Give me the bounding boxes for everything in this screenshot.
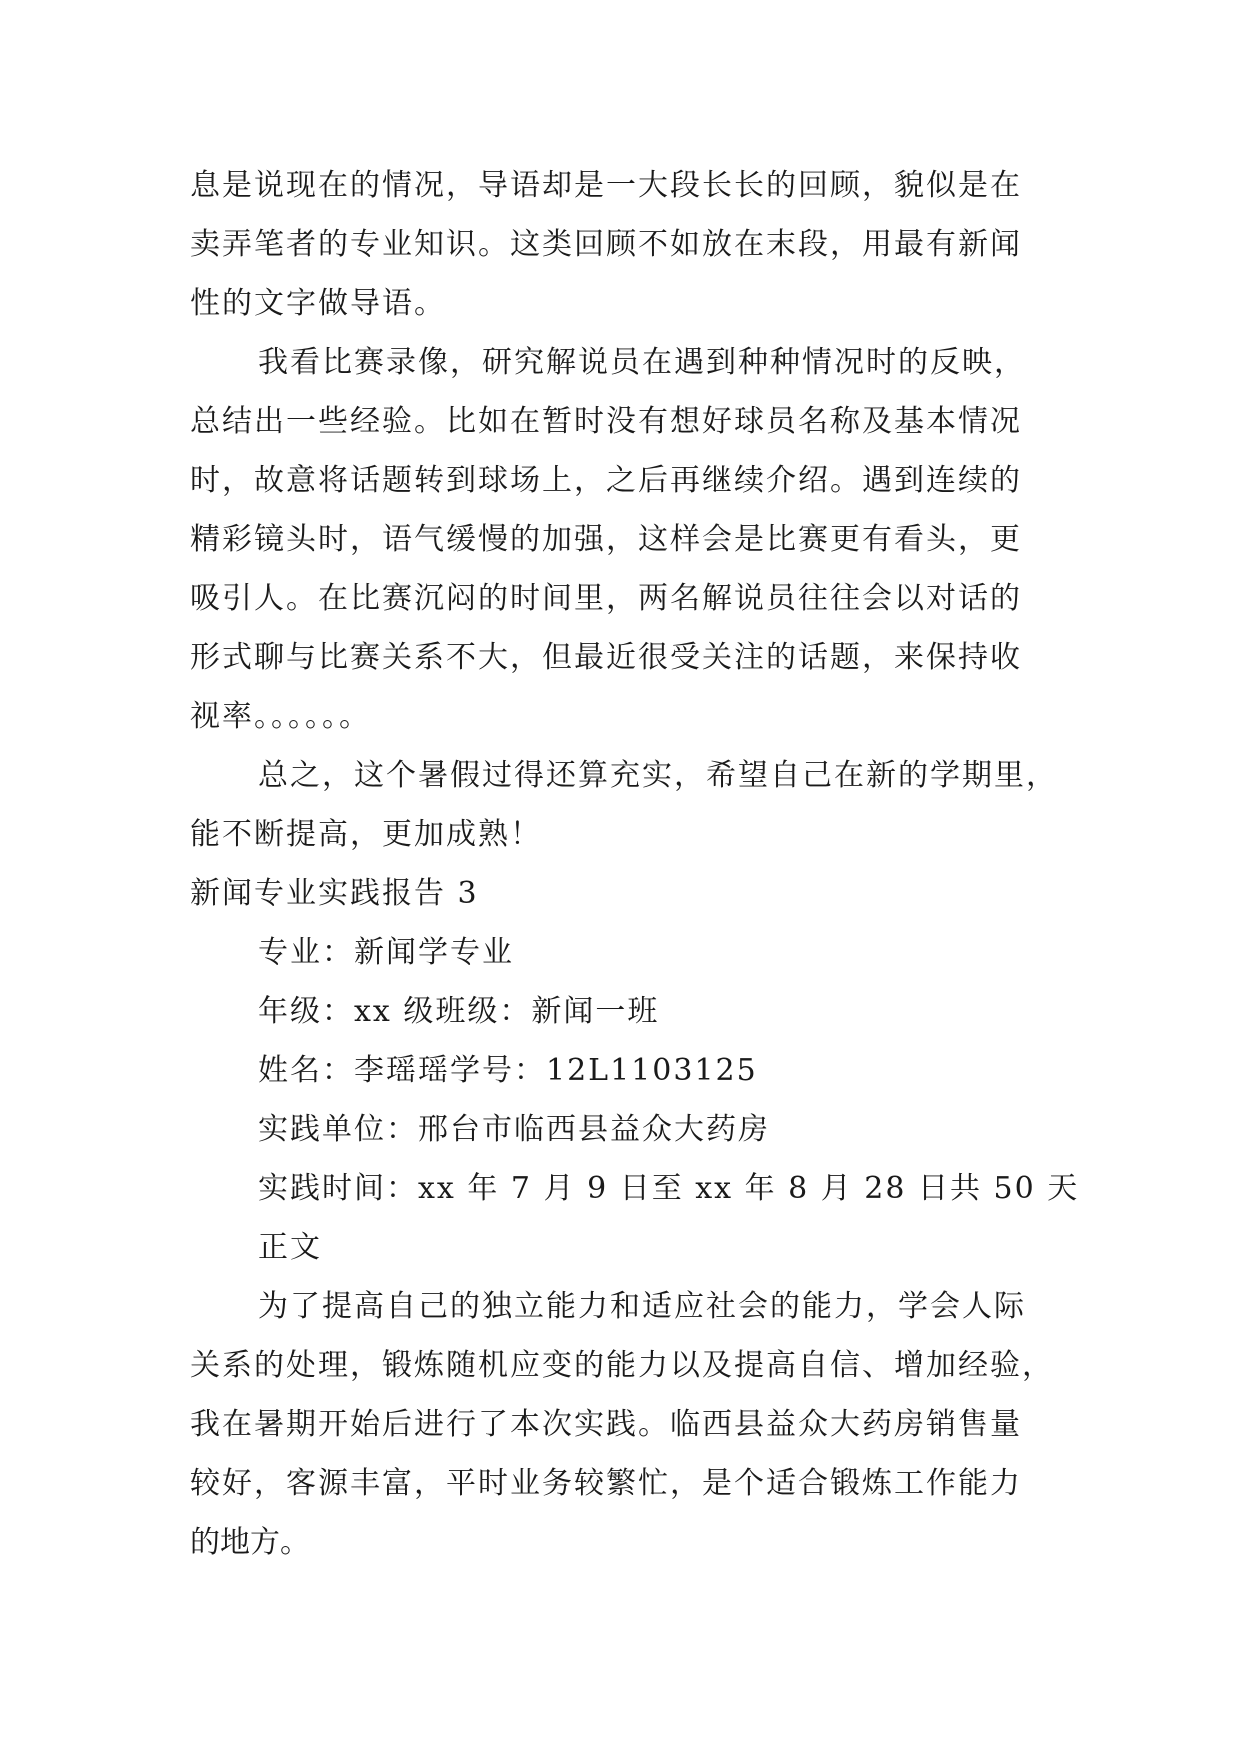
text-line: 性的文字做导语。 bbox=[190, 286, 446, 321]
paragraph-first-line: 为了提高自己的独立能力和适应社会的能力，学会人际 bbox=[258, 1289, 1026, 1324]
text-line: 卖弄笔者的专业知识。这类回顾不如放在末段，用最有新闻 bbox=[190, 227, 1022, 262]
text-line: 的地方。 bbox=[190, 1525, 310, 1560]
text-line: 能不断提高，更加成熟！ bbox=[190, 817, 542, 852]
text-line: 我在暑期开始后进行了本次实践。临西县益众大药房销售量 bbox=[190, 1407, 1022, 1442]
text-line: 视率。。。。。。 bbox=[190, 699, 371, 734]
body-label: 正文 bbox=[258, 1230, 322, 1265]
text-line: 吸引人。在比赛沉闷的时间里，两名解说员往往会以对话的 bbox=[190, 581, 1022, 616]
info-major: 专业：新闻学专业 bbox=[258, 935, 514, 970]
section-heading: 新闻专业实践报告 3 bbox=[190, 876, 479, 911]
info-practice-time: 实践时间：xx 年 7 月 9 日至 xx 年 8 月 28 日共 50 天 bbox=[258, 1171, 1080, 1206]
paragraph-first-line: 我看比赛录像，研究解说员在遇到种种情况时的反映， bbox=[258, 345, 1026, 380]
text-line: 关系的处理，锻炼随机应变的能力以及提高自信、增加经验， bbox=[190, 1348, 1054, 1383]
document-body bbox=[190, 156, 1080, 1572]
text-line: 较好，客源丰富，平时业务较繁忙，是个适合锻炼工作能力 bbox=[190, 1466, 1022, 1501]
text-line: 形式聊与比赛关系不大，但最近很受关注的话题，来保持收 bbox=[190, 640, 1022, 675]
text-line: 精彩镜头时，语气缓慢的加强，这样会是比赛更有看头，更 bbox=[190, 522, 1022, 557]
text-line: 总结出一些经验。比如在暂时没有想好球员名称及基本情况 bbox=[190, 404, 1022, 439]
paragraph-first-line: 总之，这个暑假过得还算充实，希望自己在新的学期里， bbox=[258, 758, 1058, 793]
info-name-id: 姓名：李瑶瑶学号：12L1103125 bbox=[258, 1053, 758, 1088]
text-line: 时，故意将话题转到球场上，之后再继续介绍。遇到连续的 bbox=[190, 463, 1022, 498]
text-line: 息是说现在的情况，导语却是一大段长长的回顾，貌似是在 bbox=[190, 168, 1022, 203]
info-practice-unit: 实践单位：邢台市临西县益众大药房 bbox=[258, 1112, 770, 1147]
info-grade-class: 年级：xx 级班级：新闻一班 bbox=[258, 994, 660, 1029]
